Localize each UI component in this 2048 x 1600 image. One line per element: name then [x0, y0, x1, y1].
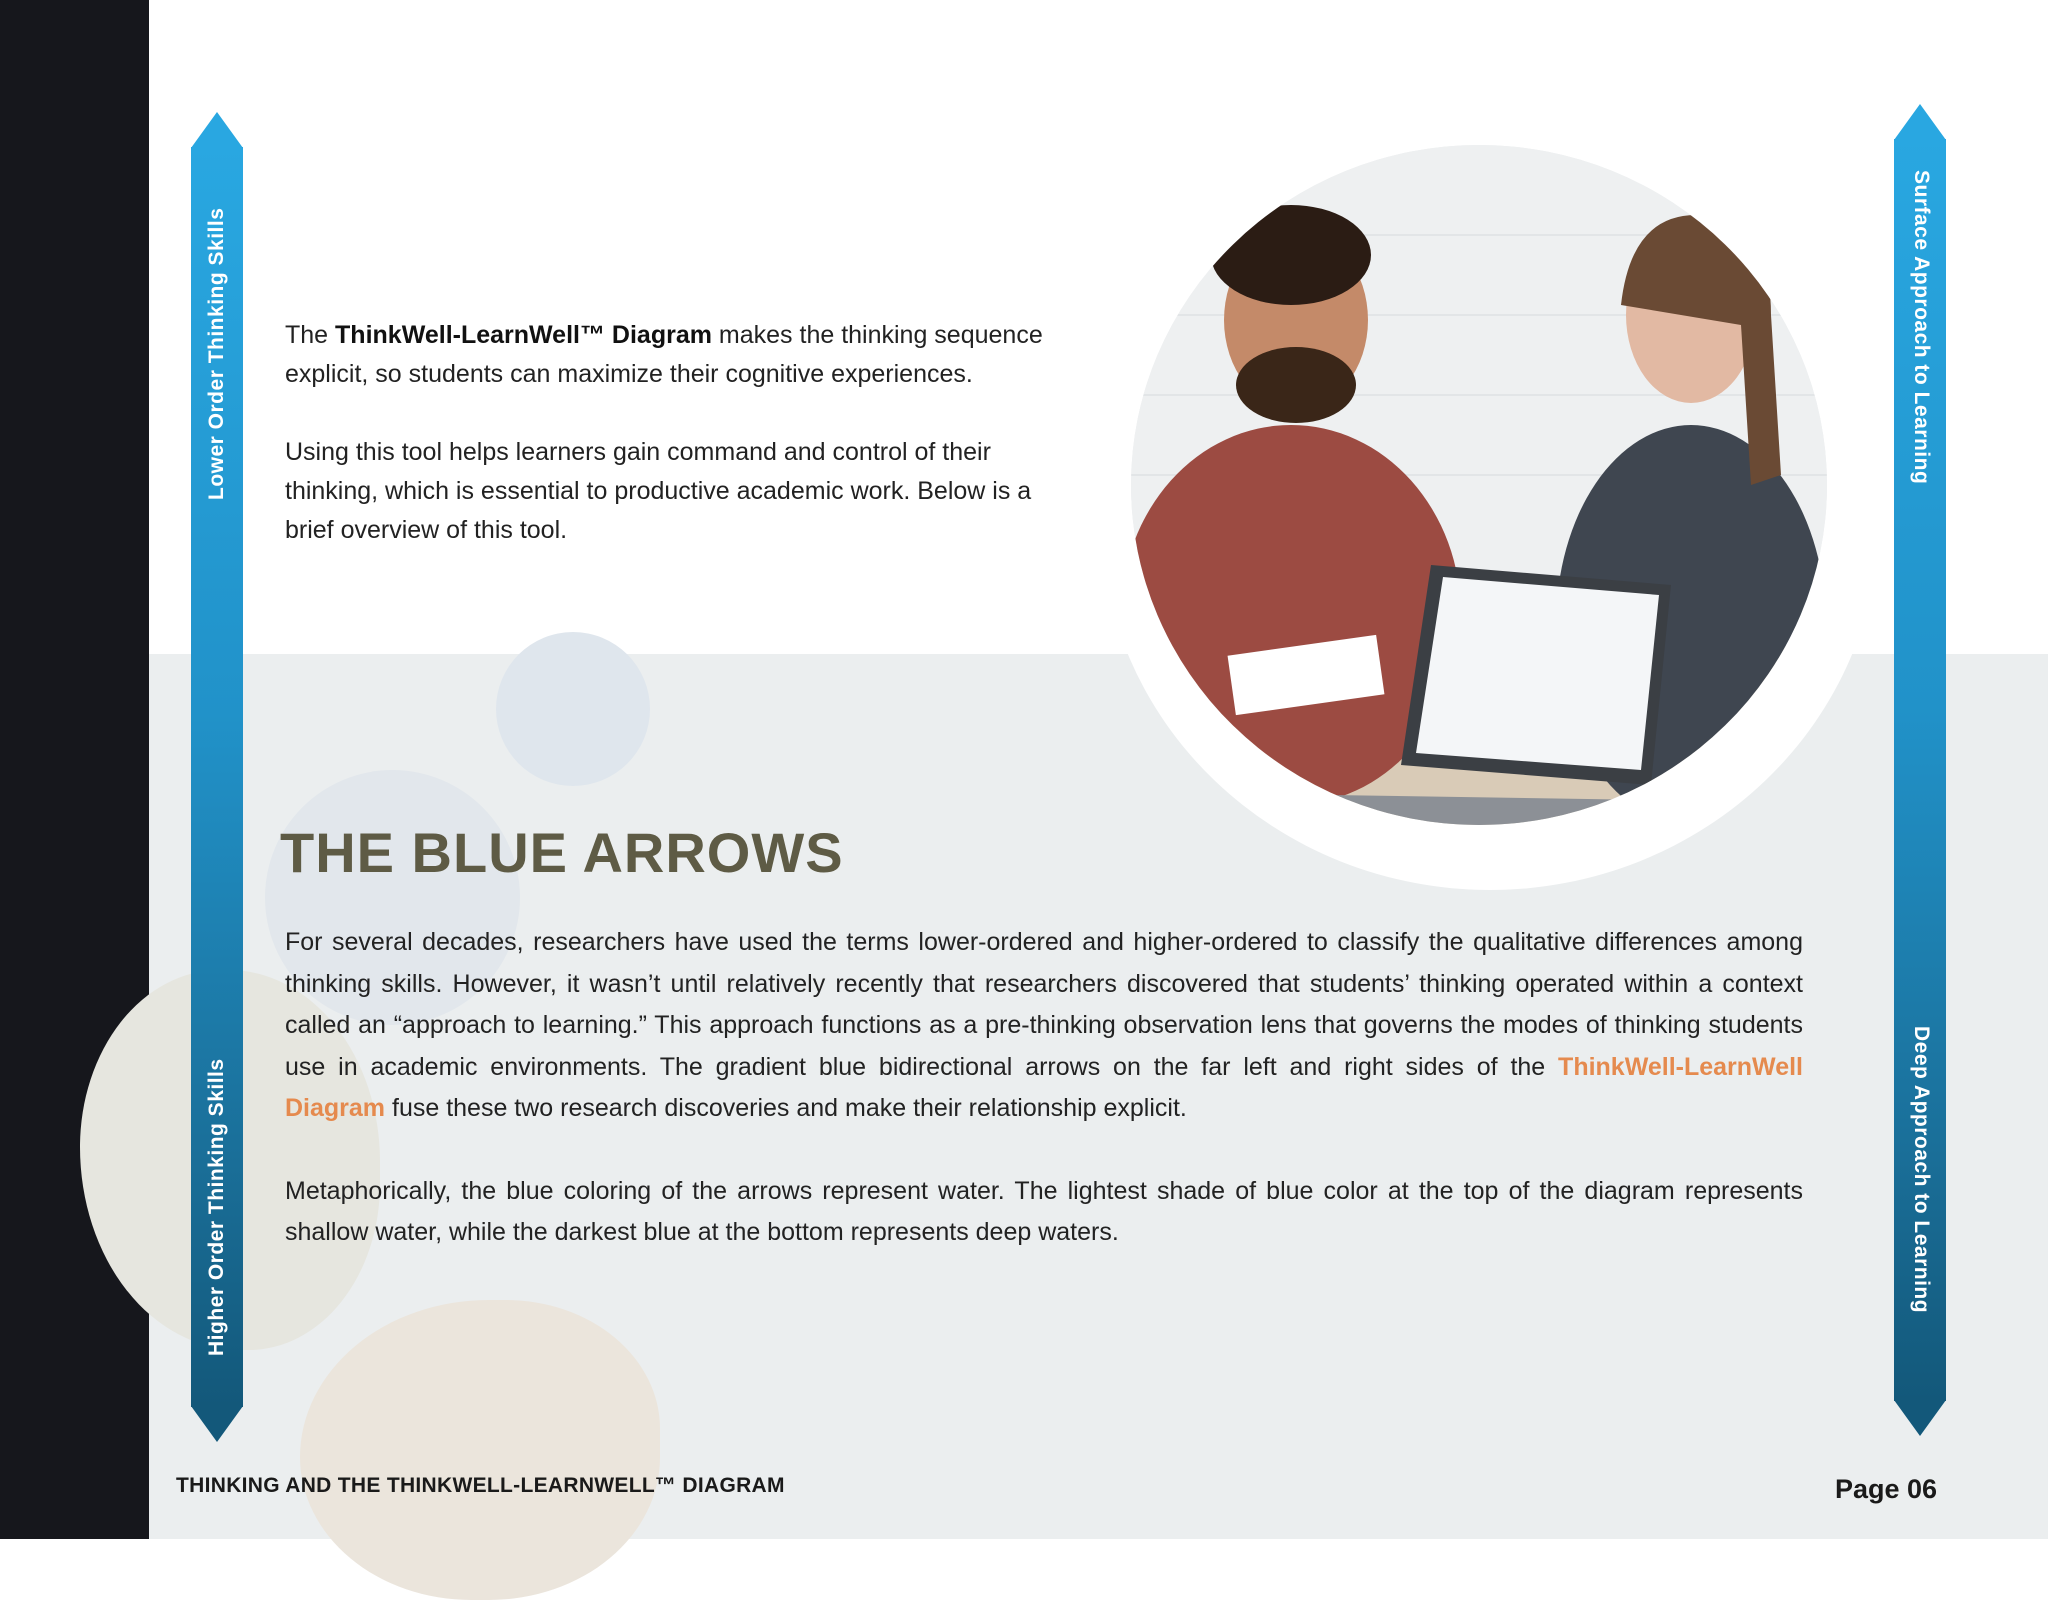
arrow-up-head [191, 112, 243, 148]
photo-illustration [1131, 145, 1827, 825]
arrow-down-head [191, 1406, 243, 1442]
body-paragraph-2: Metaphorically, the blue coloring of the arrows represent water. The lightest shade of blue color at the top of the diagram represents shallow water, while the darkest blue at the bottom represents deep waters. [285, 1176, 1803, 1246]
footer-title: THINKING AND THE THINKWELL-LEARNWELL™ DIAGRAM [176, 1474, 785, 1497]
left-dark-sidebar [0, 0, 149, 1539]
diagram-highlight-link: ThinkWell-LearnWell Diagram [285, 1052, 1803, 1122]
intro-text-span: makes the thinking sequence explicit, so students can maximize their cognitive experiences. [285, 321, 1043, 388]
section-body [285, 922, 1803, 1295]
body-text-span: For several decades, researchers have used the terms lower-ordered and higher-ordered to classify the qualitative differences among thinking skills. However, it wasn’t until relatively recently that researchers discovered that students’ thinking operated within a context called an “approach to learning.” This approach functions as a pre-thinking observation lens that governs the modes of thinking students use in academic environments. The gradient blue bidirectional arrows on the far left and right sides of the [285, 928, 1803, 1081]
decorative-circle [496, 632, 650, 786]
arrow-down-head [1894, 1400, 1946, 1436]
intro-paragraph-2: Using this tool helps learners gain command and control of their thinking, which is essential to productive academic work. Below is a brief overview of this tool. [285, 438, 1032, 544]
intro-text [285, 316, 1065, 589]
intro-paragraph-1 [285, 316, 1065, 394]
section-heading: THE BLUE ARROWS [280, 821, 844, 884]
higher-order-label: Higher Order Thinking Skills [205, 1058, 228, 1356]
body-text-span: fuse these two research discoveries and make their relationship explicit. [385, 1094, 1187, 1122]
surface-approach-label: Surface Approach to Learning [1910, 170, 1933, 485]
deep-approach-label: Deep Approach to Learning [1910, 1026, 1933, 1314]
lower-order-label: Lower Order Thinking Skills [205, 207, 228, 500]
students-with-laptop-photo [1131, 145, 1827, 825]
arrow-up-head [1894, 104, 1946, 140]
diagram-name-bold: ThinkWell-LearnWell™ Diagram [335, 321, 712, 349]
body-paragraph-1 [285, 922, 1803, 1130]
page-number: Page 06 [1835, 1474, 1938, 1504]
intro-text-span: The [285, 321, 336, 349]
